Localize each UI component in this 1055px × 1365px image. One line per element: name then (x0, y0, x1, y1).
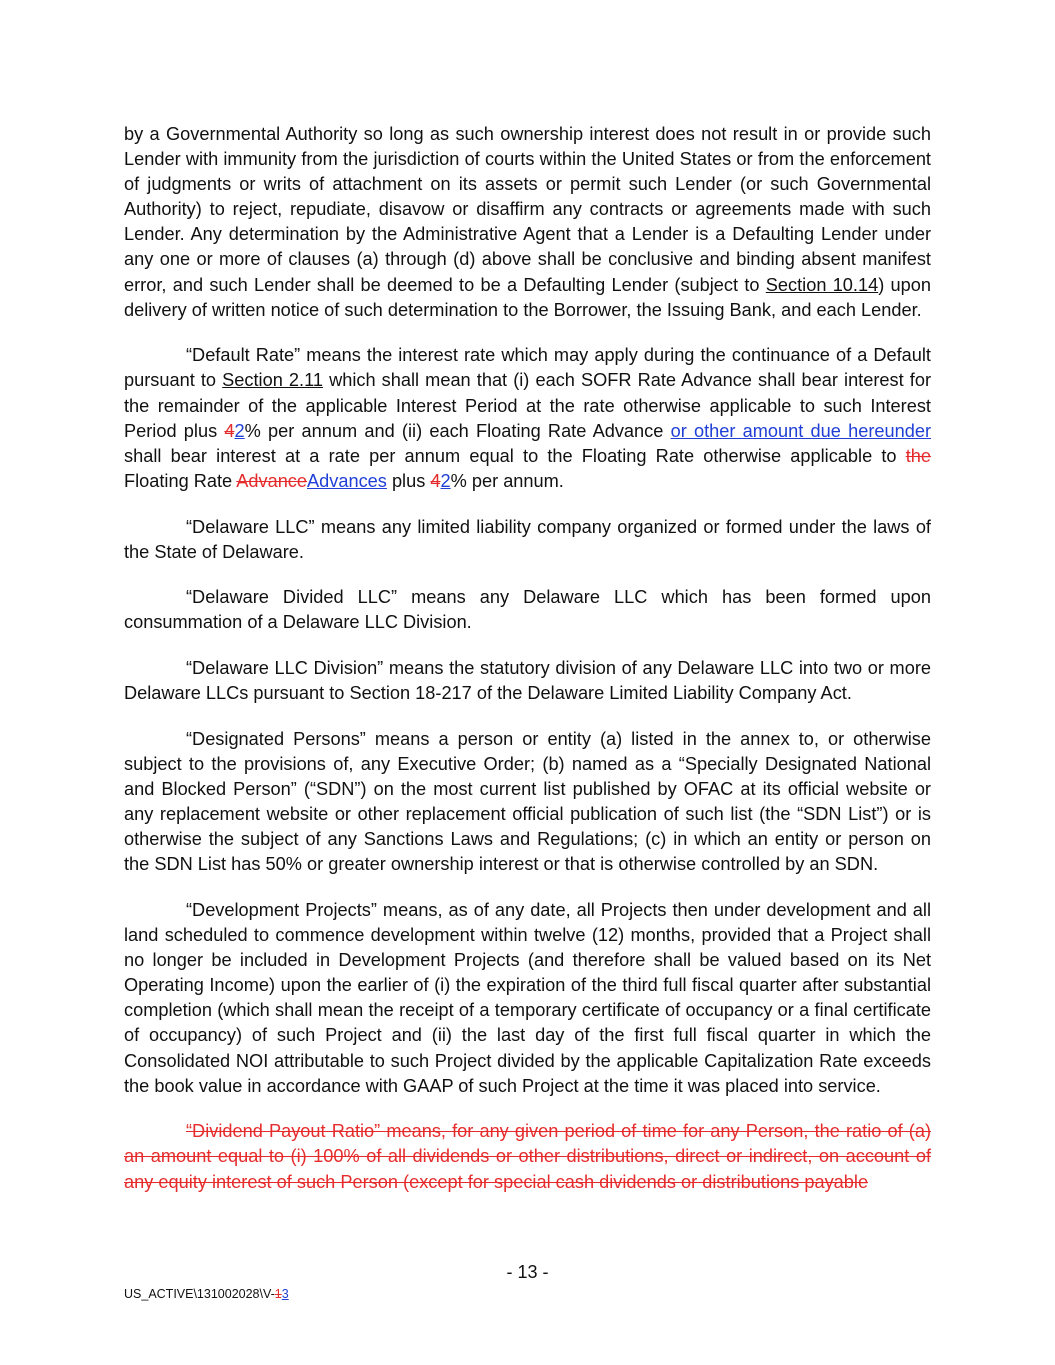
paragraph-defaulting-lender-continuation (124, 122, 931, 323)
paragraph-dividend-payout-ratio-deleted: “Dividend Payout Ratio” means, for any given period of time for any Person, the ratio of (a) an amount equal to (i) 100% of all dividends or other distributions, direct or indirect, on account of any equity interest of such Person (except for special cash dividends or distributions payable (124, 1121, 931, 1192)
paragraph-development-projects: “Development Projects” means, as of any date, all Projects then under development and all land scheduled to commence development within twelve (12) months, provided that a Project shall no longer be included in Development Projects (and therefore shall be valued based on its Net Operating Income) upon the earlier of (i) the expiration of the third full fiscal quarter after substantial completion (which shall mean the receipt of a temporary certificate of occupancy or a final certificate of occupancy) of such Project and (ii) the last day of the first full fiscal quarter in which the Consolidated NOI attributable to such Project divided by the applicable Capitalization Rate exceeds the book value in accordance with GAAP of such Project at the time it was placed into service. (124, 900, 931, 1096)
deleted-text: 4 (430, 470, 441, 491)
deleted-text: the (905, 445, 931, 466)
inserted-text: or other amount due hereunder (670, 420, 932, 441)
inserted-text: 2 (234, 420, 245, 441)
cross-reference: Section 10.14 (765, 274, 879, 295)
document-page (124, 122, 931, 1215)
text-run: “Default Rate” means the interest rate which may apply during the continuance of a Default pursuant to (124, 345, 931, 391)
page-number: - 13 - (506, 1262, 549, 1282)
text-run: plus (386, 470, 431, 491)
text-run: by a Governmental Authority so long as such ownership interest does not result in or provide such Lender with immunity from the jurisdiction of courts within the United States or from the enforcement of judgments or writs of attachment on its assets or permit such Lender (or such Governmental Authority) to reject, repudiate, disavow or disaffirm any contracts or agreements made with such Lender. Any determination by the Administrative Agent that a Lender is a Defaulting Lender under any one or more of clauses (a) through (d) above shall be conclusive and binding absent manifest error, and such Lender shall be deemed to be a Defaulting Lender (subject to (124, 124, 931, 295)
paragraph-delaware-divided-llc: “Delaware Divided LLC” means any Delaware LLC which has been formed upon consummation of a Delaware LLC Division. (124, 587, 931, 633)
text-run: Floating Rate (124, 470, 237, 491)
deleted-text: 4 (224, 420, 235, 441)
text-run: which shall mean that (i) each SOFR Rate Advance shall bear interest for the remainder of the applicable Interest Period at the rate otherwise applicable to such Interest Period plus (124, 370, 931, 441)
text-run: ) upon delivery of written notice of such determination to the Borrower, the Issuing Bank, and each Lender. (124, 274, 931, 320)
text-run: % per annum and (ii) each Floating Rate Advance (244, 420, 671, 441)
text-run: % per annum. (450, 470, 564, 491)
inserted-text: Advances (307, 470, 387, 491)
paragraph-default-rate (124, 343, 931, 494)
document-id (124, 1287, 289, 1301)
paragraph-delaware-llc: “Delaware LLC” means any limited liability company organized or formed under the laws of the State of Delaware. (124, 516, 931, 562)
paragraph-delaware-llc-division: “Delaware LLC Division” means the statutory division of any Delaware LLC into two or more Delaware LLCs pursuant to Section 18-217 of the Delaware Limited Liability Company Act. (124, 658, 931, 704)
doc-id-prefix: US_ACTIVE\131002028\V- (124, 1287, 275, 1301)
inserted-text: 2 (440, 470, 451, 491)
cross-reference: Section 2.11 (222, 370, 323, 391)
deleted-text: 1 (274, 1287, 282, 1301)
text-run: shall bear interest at a rate per annum equal to the Floating Rate otherwise applicable to (124, 445, 906, 466)
paragraph-designated-persons: “Designated Persons” means a person or entity (a) listed in the annex to, or otherwise subject to the provisions of, any Executive Order; (b) named as a “Specially Designated National and Blocked Person” (“SDN”) on the most current list published by OFAC at its official website or any replacement website or other replacement official publication of such list (the “SDN List”) or is otherwise the subject of any Sanctions Laws and Regulations; (c) in which an entity or person on the SDN List has 50% or greater ownership interest or that is otherwise controlled by an SDN. (124, 728, 931, 875)
inserted-text: 3 (281, 1287, 289, 1301)
deleted-text: Advance (236, 470, 308, 491)
